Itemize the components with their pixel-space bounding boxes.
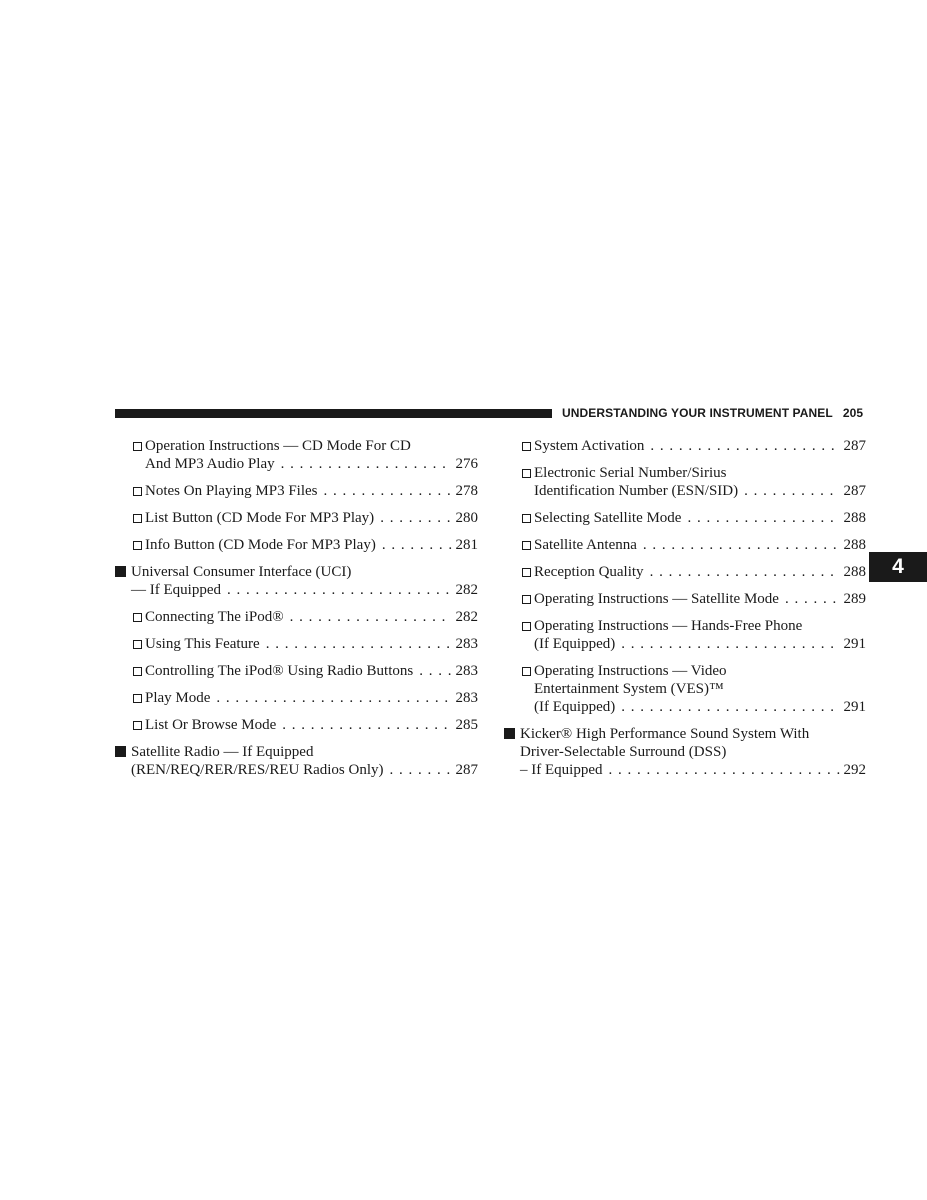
toc-page-number: 288 <box>843 537 866 553</box>
dot-leader <box>318 482 452 500</box>
toc-entry-title: Info Button (CD Mode For MP3 Play) <box>145 537 376 553</box>
toc-entry-line <box>145 482 478 500</box>
toc-page-number: 280 <box>455 510 478 526</box>
toc-entry-title: Play Mode <box>145 690 211 706</box>
filled-square-bullet-icon <box>504 728 515 739</box>
toc-entry-line <box>520 743 866 761</box>
toc-entry-line <box>534 635 866 653</box>
toc-page-number: 289 <box>843 591 866 607</box>
toc-entry-line <box>534 680 866 698</box>
dot-leader <box>260 635 452 653</box>
hollow-square-bullet-icon <box>133 541 142 550</box>
toc-entry-line <box>520 725 866 743</box>
toc-entry-title: Selecting Satellite Mode <box>534 510 682 526</box>
hollow-square-bullet-icon <box>522 469 531 478</box>
dot-leader <box>284 608 452 626</box>
toc-entry-title: (If Equipped) <box>534 636 616 652</box>
toc-entry-title: Notes On Playing MP3 Files <box>145 483 318 499</box>
toc-entry[interactable] <box>115 509 478 527</box>
toc-entry-line <box>145 635 478 653</box>
hollow-square-bullet-icon <box>522 442 531 451</box>
toc-entry[interactable] <box>504 536 866 554</box>
toc-entry-title: Operating Instructions — Hands-Free Phone <box>534 618 803 634</box>
hollow-square-bullet-icon <box>133 442 142 451</box>
hollow-square-bullet-icon <box>133 613 142 622</box>
toc-entry[interactable] <box>504 464 866 500</box>
toc-entry-title: And MP3 Audio Play <box>145 456 275 472</box>
toc-entry[interactable] <box>504 725 866 779</box>
toc-entry-line <box>534 482 866 500</box>
dot-leader <box>384 761 452 779</box>
toc-entry-title: — If Equipped <box>131 582 221 598</box>
toc-entry[interactable] <box>504 563 866 581</box>
toc-entry[interactable] <box>504 662 866 716</box>
hollow-square-bullet-icon <box>133 721 142 730</box>
filled-square-bullet-icon <box>115 566 126 577</box>
dot-leader <box>738 482 840 500</box>
toc-entry-line <box>131 563 478 581</box>
toc-page-number: 288 <box>843 510 866 526</box>
dot-leader <box>615 635 840 653</box>
chapter-tab[interactable]: 4 <box>869 552 927 582</box>
toc-entry-title: Controlling The iPod® Using Radio Buttons <box>145 663 414 679</box>
dot-leader <box>637 536 840 554</box>
toc-entry-title: (If Equipped) <box>534 699 616 715</box>
toc-entry-title: List Button (CD Mode For MP3 Play) <box>145 510 375 526</box>
dot-leader <box>276 716 452 734</box>
toc-page-number: 282 <box>455 609 478 625</box>
toc-entry-title: System Activation <box>534 438 645 454</box>
toc-page-number: 291 <box>843 636 866 652</box>
toc-entry-line <box>145 455 478 473</box>
toc-left-column <box>115 437 478 788</box>
toc-entry-line <box>145 509 478 527</box>
toc-entry-title: (REN/REQ/RER/RES/REU Radios Only) <box>131 762 384 778</box>
toc-entry-line <box>534 698 866 716</box>
toc-entry[interactable] <box>115 662 478 680</box>
hollow-square-bullet-icon <box>133 487 142 496</box>
toc-page-number: 287 <box>843 438 866 454</box>
toc-entry-line <box>145 716 478 734</box>
toc-entry[interactable] <box>115 716 478 734</box>
dot-leader <box>275 455 452 473</box>
toc-entry-title: Operating Instructions — Satellite Mode <box>534 591 779 607</box>
toc-entry[interactable] <box>115 608 478 626</box>
toc-page-number: 292 <box>843 762 866 778</box>
toc-entry-line <box>131 581 478 599</box>
toc-entry[interactable] <box>115 437 478 473</box>
toc-entry-title: Kicker® High Performance Sound System With <box>520 726 810 742</box>
toc-page-number: 278 <box>455 483 478 499</box>
toc-entry-line <box>534 509 866 527</box>
toc-page-number: 283 <box>455 690 478 706</box>
toc-entry-title: Universal Consumer Interface (UCI) <box>131 564 352 580</box>
dot-leader <box>644 437 840 455</box>
toc-entry[interactable] <box>115 689 478 707</box>
toc-entry[interactable] <box>115 743 478 779</box>
hollow-square-bullet-icon <box>522 541 531 550</box>
dot-leader <box>644 563 840 581</box>
toc-entry-title: Electronic Serial Number/Sirius <box>534 465 727 481</box>
toc-entry[interactable] <box>504 617 866 653</box>
dot-leader <box>602 761 840 779</box>
toc-entry-line <box>145 536 478 554</box>
dot-leader <box>376 536 452 554</box>
toc-entry[interactable] <box>115 536 478 554</box>
toc-entry-line <box>145 608 478 626</box>
toc-entry-line <box>145 662 478 680</box>
section-title: UNDERSTANDING YOUR INSTRUMENT PANEL <box>562 406 833 420</box>
toc-right-column <box>504 437 866 788</box>
toc-entry-line <box>534 617 866 635</box>
toc-entry-title: Operating Instructions — Video <box>534 663 727 679</box>
toc-entry-line <box>534 464 866 482</box>
toc-entry-title: Entertainment System (VES)™ <box>534 681 724 697</box>
toc-page-number: 281 <box>455 537 478 553</box>
toc-entry-line <box>145 689 478 707</box>
toc-entry-line <box>534 437 866 455</box>
toc-entry[interactable] <box>504 437 866 455</box>
toc-entry-line <box>131 743 478 761</box>
toc-entry[interactable] <box>504 509 866 527</box>
toc-entry[interactable] <box>115 563 478 599</box>
toc-page-number: 291 <box>843 699 866 715</box>
toc-entry-line <box>534 536 866 554</box>
toc-entry-title: Satellite Radio — If Equipped <box>131 744 314 760</box>
toc-entry-title: Operation Instructions — CD Mode For CD <box>145 438 411 454</box>
dot-leader <box>210 689 452 707</box>
toc-entry[interactable] <box>115 635 478 653</box>
toc-entry[interactable] <box>504 590 866 608</box>
toc-entry-line <box>534 590 866 608</box>
toc-entry-line <box>520 761 866 779</box>
hollow-square-bullet-icon <box>133 667 142 676</box>
hollow-square-bullet-icon <box>522 514 531 523</box>
toc-entry[interactable] <box>115 482 478 500</box>
dot-leader <box>681 509 840 527</box>
filled-square-bullet-icon <box>115 746 126 757</box>
dot-leader <box>779 590 840 608</box>
dot-leader <box>615 698 840 716</box>
hollow-square-bullet-icon <box>522 667 531 676</box>
toc-page-number: 276 <box>455 456 478 472</box>
toc-entry-title: Driver-Selectable Surround (DSS) <box>520 744 727 760</box>
dot-leader <box>374 509 452 527</box>
toc-entry-line <box>131 761 478 779</box>
hollow-square-bullet-icon <box>133 514 142 523</box>
hollow-square-bullet-icon <box>133 640 142 649</box>
toc-page-number: 283 <box>455 636 478 652</box>
toc-entry-line <box>145 437 478 455</box>
toc-entry-title: Using This Feature <box>145 636 260 652</box>
running-header <box>562 406 863 420</box>
toc-page-number: 288 <box>843 564 866 580</box>
toc-entry-title: List Or Browse Mode <box>145 717 277 733</box>
toc-entry-title: Reception Quality <box>534 564 644 580</box>
dot-leader <box>413 662 452 680</box>
toc-page-number: 283 <box>455 663 478 679</box>
toc-entry-line <box>534 563 866 581</box>
toc-page-number: 287 <box>843 483 866 499</box>
hollow-square-bullet-icon <box>133 694 142 703</box>
hollow-square-bullet-icon <box>522 622 531 631</box>
toc-entry-title: Satellite Antenna <box>534 537 637 553</box>
dot-leader <box>221 581 452 599</box>
toc-page-number: 285 <box>455 717 478 733</box>
toc-entry-title: Connecting The iPod® <box>145 609 284 625</box>
toc-entry-title: – If Equipped <box>520 762 603 778</box>
toc-entry-title: Identification Number (ESN/SID) <box>534 483 739 499</box>
hollow-square-bullet-icon <box>522 568 531 577</box>
toc-page-number: 282 <box>455 582 478 598</box>
hollow-square-bullet-icon <box>522 595 531 604</box>
header-rule <box>115 409 552 418</box>
page-number: 205 <box>842 406 864 420</box>
toc-entry-line <box>534 662 866 680</box>
toc-page-number: 287 <box>455 762 478 778</box>
